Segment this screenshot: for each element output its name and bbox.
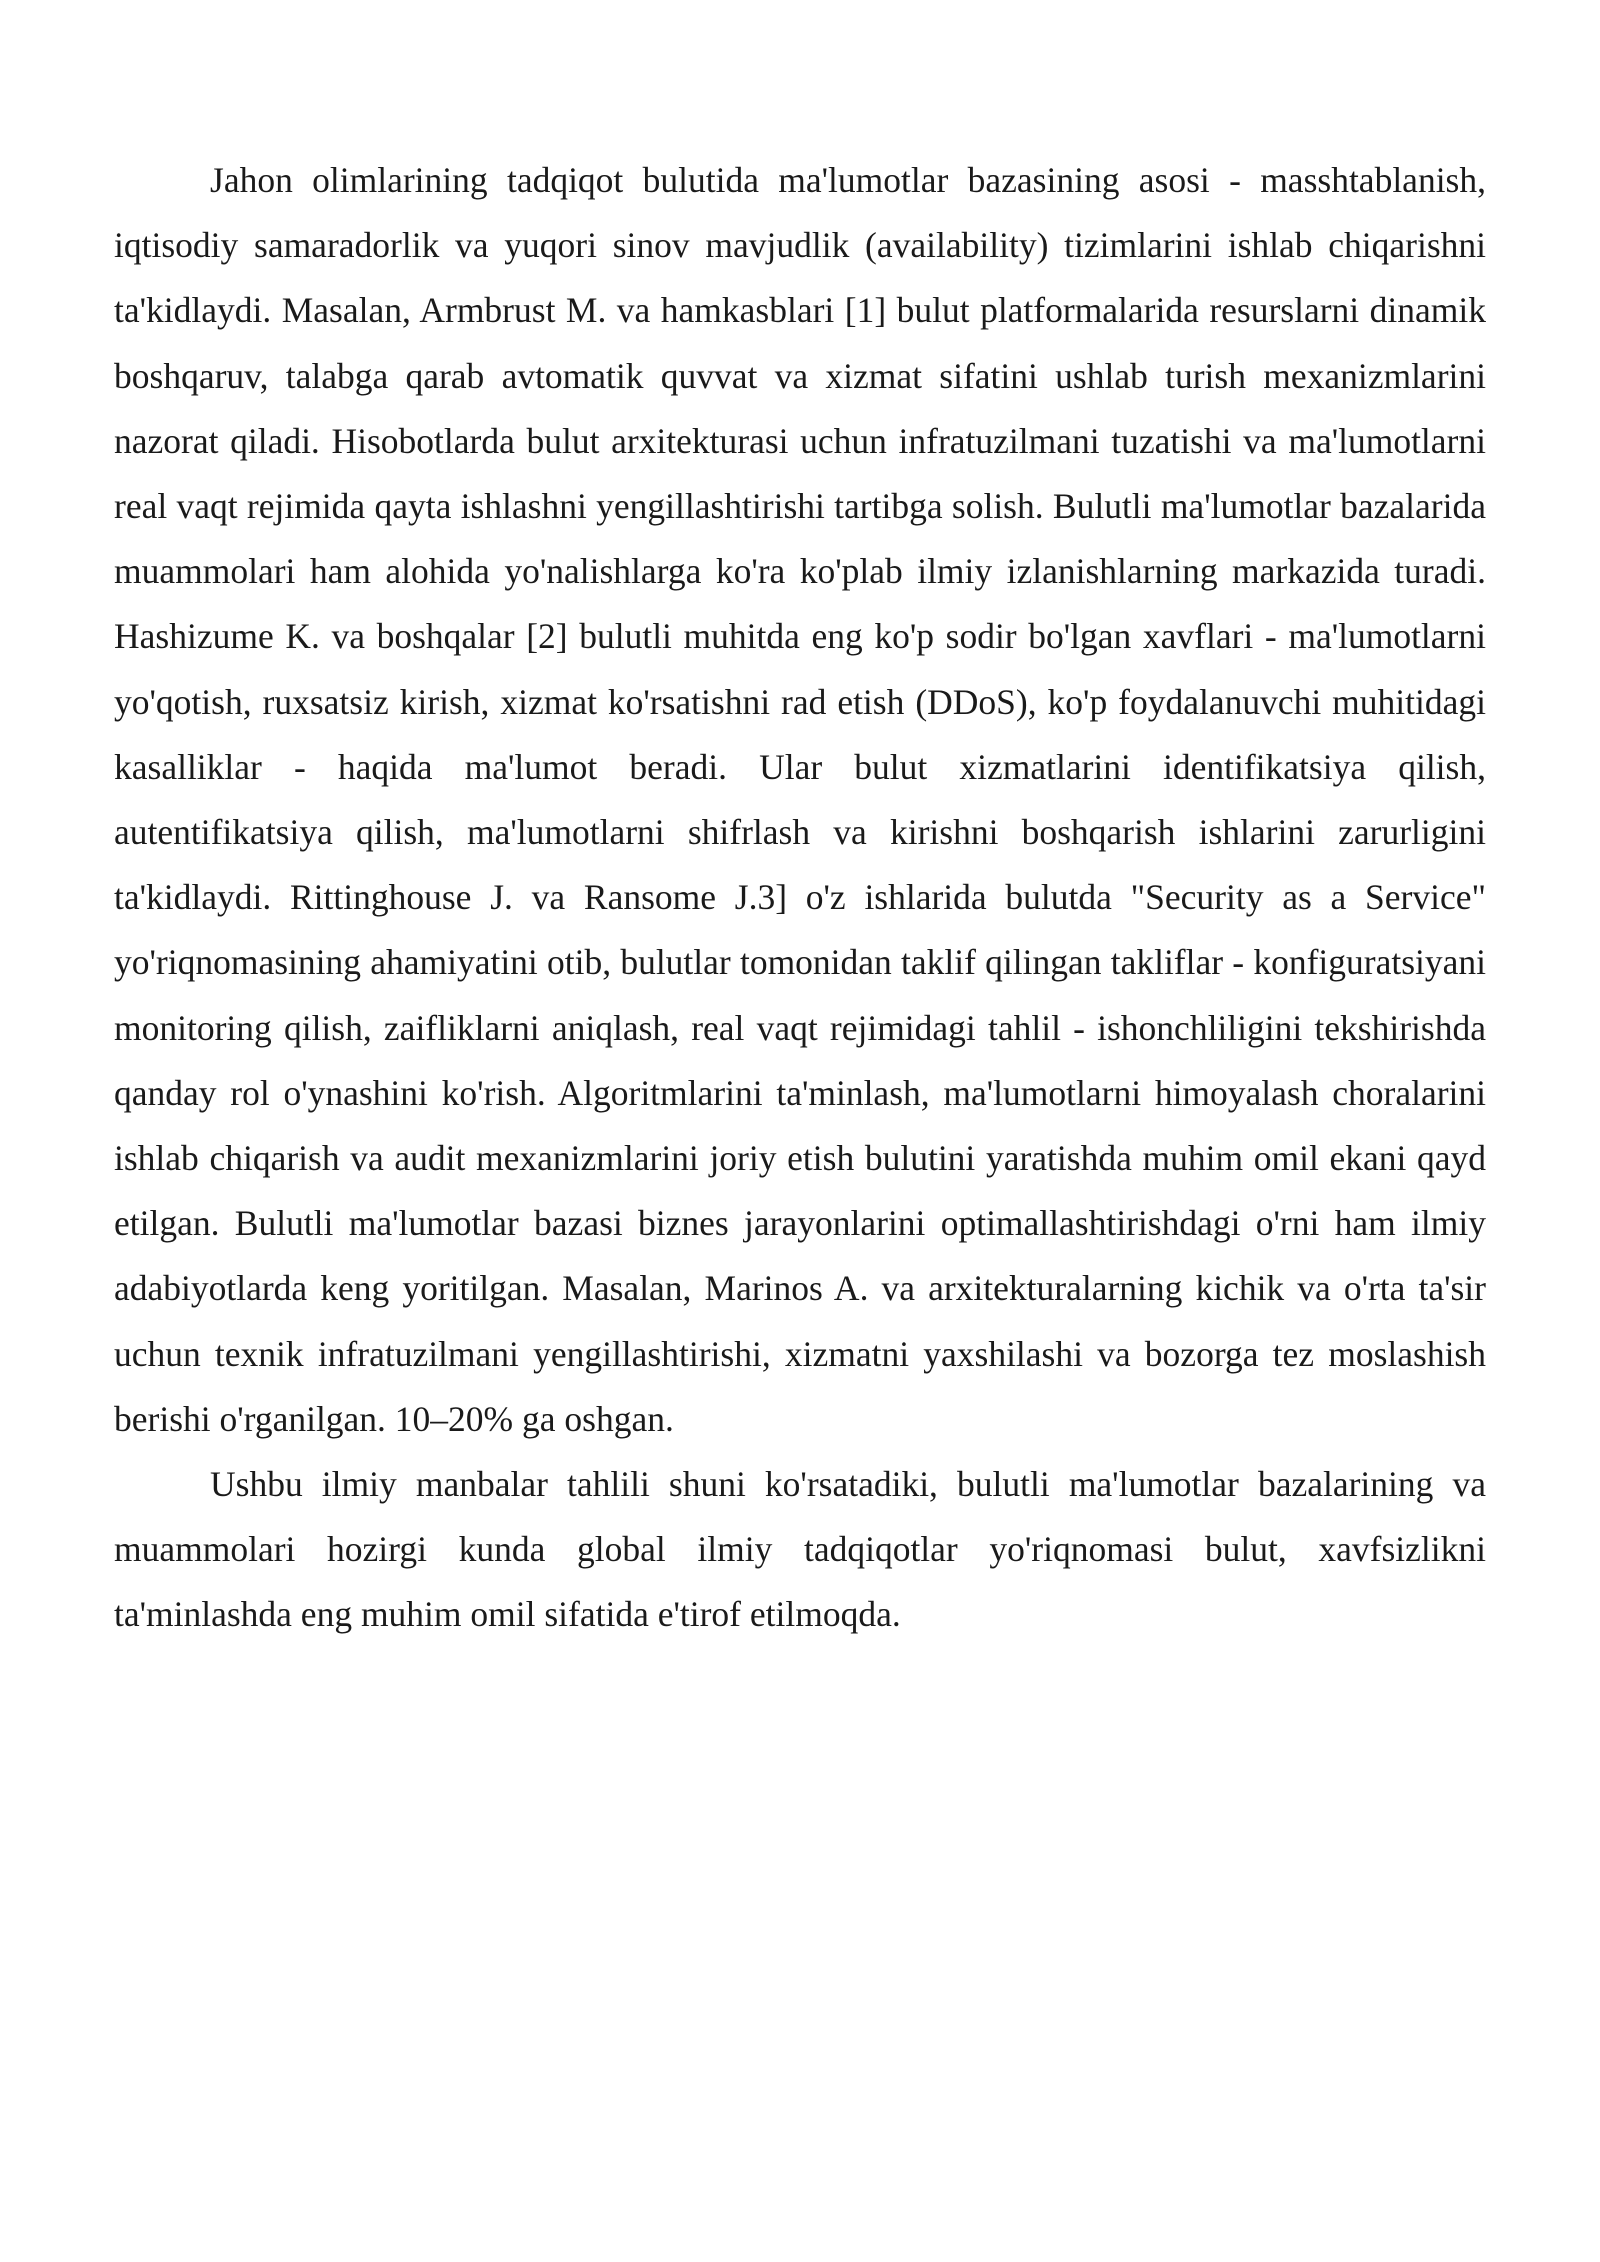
document-body [114, 148, 1486, 1648]
paragraph-literature-review: Jahon olimlarining tadqiqot bulutida ma'lumotlar bazasining asosi - masshtablanish, iqtisodiy samaradorlik va yuqori sinov mavjudlik (availability) tizimlarini ishlab chiqarishni ta'kidlaydi. Masalan, Armbrust M. va hamkasblari [1] bulut platformalarida resurslarni dinamik boshqaruv, talabga qarab avtomatik quvvat va xizmat sifatini ushlab turish mexanizmlarini nazorat qiladi. Hisobotlarda bulut arxitekturasi uchun infratuzilmani tuzatishi va ma'lumotlarni real vaqt rejimida qayta ishlashni yengillashtirishi tartibga solish. Bulutli ma'lumotlar bazalarida muammolari ham alohida yo'nalishlarga ko'ra ko'plab ilmiy izlanishlarning markazida turadi. Hashizume K. va boshqalar [2] bulutli muhitda eng ko'p sodir bo'lgan xavflari - ma'lumotlarni yo'qotish, ruxsatsiz kirish, xizmat ko'rsatishni rad etish (DDoS), ko'p foydalanuvchi muhitidagi kasalliklar - haqida ma'lumot beradi. Ular bulut xizmatlarini identifikatsiya qilish, autentifikatsiya qilish, ma'lumotlarni shifrlash va kirishni boshqarish ishlarini zarurligini ta'kidlaydi. Rittinghouse J. va Ransome J.3] o'z ishlarida bulutda "Security as a Service" yo'riqnomasining ahamiyatini otib, bulutlar tomonidan taklif qilingan takliflar - konfiguratsiyani monitoring qilish, zaifliklarni aniqlash, real vaqt rejimidagi tahlil - ishonchliligini tekshirishda qanday rol o'ynashini ko'rish. Algoritmlarini ta'minlash, ma'lumotlarni himoyalash choralarini ishlab chiqarish va audit mexanizmlarini joriy etish bulutini yaratishda muhim omil ekani qayd etilgan. Bulutli ma'lumotlar bazasi biznes jarayonlarini optimallashtirishdagi o'rni ham ilmiy adabiyotlarda keng yoritilgan. Masalan, Marinos A. va arxitekturalarning kichik va o'rta ta'sir uchun texnik infratuzilmani yengillashtirishi, xizmatni yaxshilashi va bozorga tez moslashish berishi o'rganilgan. 10–20% ga oshgan. [114, 160, 1486, 1439]
paragraph-conclusion: Ushbu ilmiy manbalar tahlili shuni ko'rsatadiki, bulutli ma'lumotlar bazalarining va muammolari hozirgi kunda global ilmiy tadqiqotlar yo'riqnomasi bulut, xavfsizlikni ta'minlashda eng muhim omil sifatida e'tirof etilmoqda. [114, 1464, 1486, 1635]
